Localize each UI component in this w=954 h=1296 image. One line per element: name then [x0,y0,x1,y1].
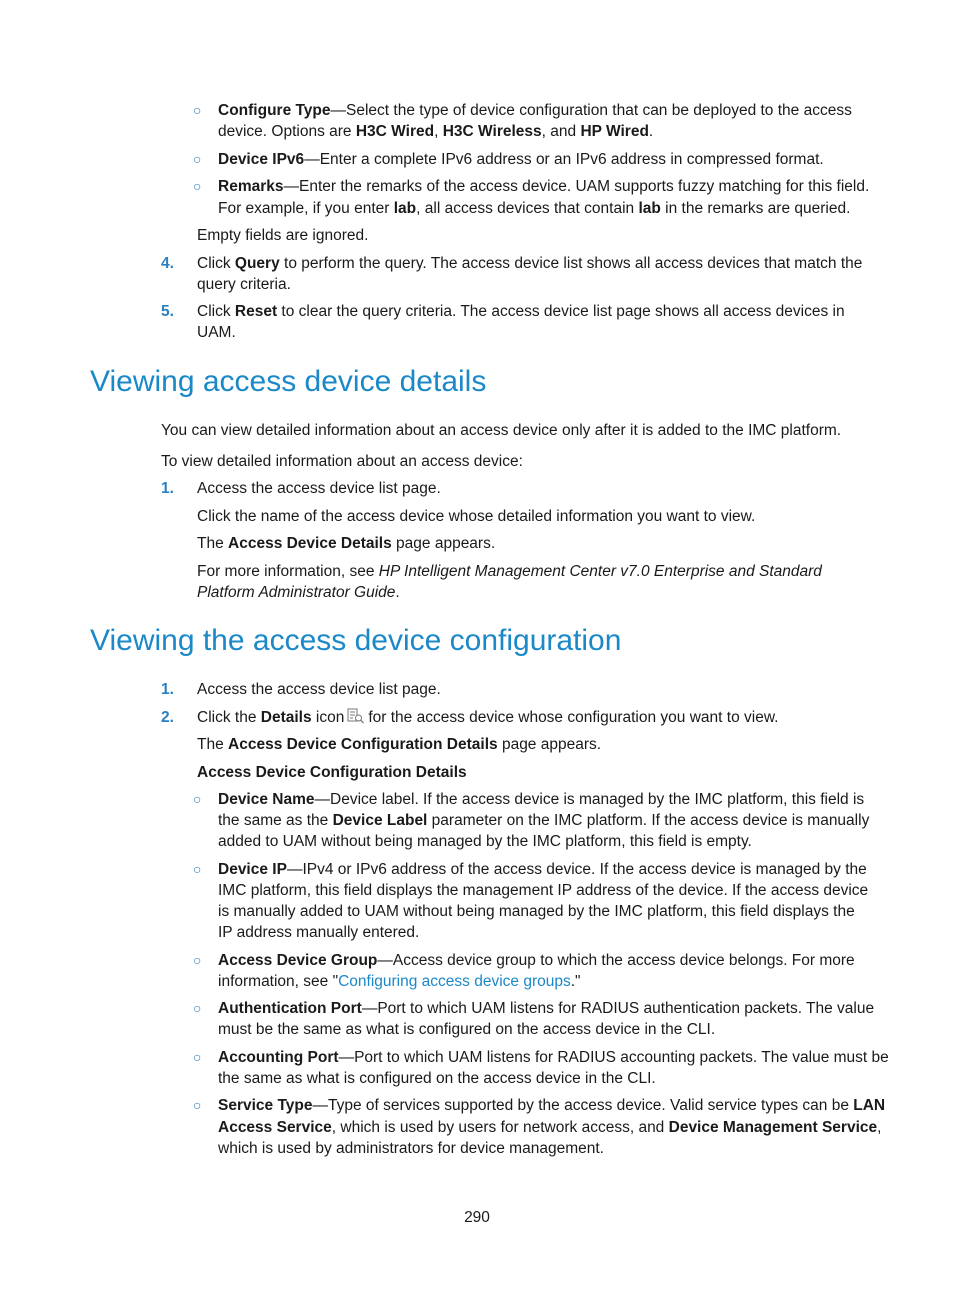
remarks-line1: Remarks—Enter the remarks of the access device. UAM supports fuzzy matching for this field. [218,178,870,195]
device-ip-line2: IMC platform, this field displays the management IP address of the device. If the access device [218,882,869,899]
auth-port-line2: must be the same as what is configured on the access device in the CLI. [218,1021,716,1038]
group-line2: information, see "Configuring access device groups." [218,973,581,990]
step-number: 1. [161,681,174,698]
service-type-line2: Access Service, which is used by users for network access, and Device Management Service, [218,1119,882,1136]
step5-line2: UAM. [197,324,236,341]
bullet-icon: ○ [193,952,202,968]
service-type-line3: which is used by administrators for device management. [218,1140,604,1157]
bullet-icon: ○ [193,151,202,167]
section1-click-text: Click the name of the access device whose detailed information you want to view. [197,508,756,525]
page-number: 290 [464,1209,490,1226]
step-number: 2. [161,709,174,726]
device-ipv6-item: Device IPv6—Enter a complete IPv6 address or an IPv6 address in compressed format. [218,151,824,168]
section1-appears: The Access Device Details page appears. [197,535,496,552]
device-name-line2: the same as the Device Label parameter on the IMC platform. If the access device is manually [218,812,870,829]
bullet-icon: ○ [193,1049,202,1065]
bullet-icon: ○ [193,102,202,118]
section2-step1: Access the access device list page. [197,681,441,698]
section1-step1: Access the access device list page. [197,480,441,497]
acct-port-line1: Accounting Port—Port to which UAM listens for RADIUS accounting packets. The value must be [218,1049,889,1066]
section1-intro: You can view detailed information about an access device only after it is added to the IMC platform. [161,422,842,439]
auth-port-line1: Authentication Port—Port to which UAM listens for RADIUS authentication packets. The value [218,1000,875,1017]
section1-more-line2: Platform Administrator Guide. [197,584,400,601]
device-ip-line1: Device IP—IPv4 or IPv6 address of the access device. If the access device is managed by the [218,861,867,878]
section2-appears: The Access Device Configuration Details page appears. [197,736,602,753]
section2-step2: Click the Details icon for the access device whose configuration you want to view. [197,709,779,726]
device-name-line1: Device Name—Device label. If the access device is managed by the IMC platform, this field is [218,791,865,808]
device-ip-line3: is manually added to UAM without being managed by the IMC platform, this field displays the [218,903,855,920]
section1-more-line1: For more information, see HP Intelligent Management Center v7.0 Enterprise and Standard [197,563,822,580]
remarks-line2: For example, if you enter lab, all access devices that contain lab in the remarks are queried. [218,200,851,217]
section1-lead: To view detailed information about an access device: [161,453,523,470]
step4-line2: query criteria. [197,276,291,293]
step-number: 1. [161,480,174,497]
section-title-details: Viewing access device details [90,365,487,398]
bullet-icon: ○ [193,861,202,877]
configure-type-line1: Configure Type—Select the type of device configuration that can be deployed to the access [218,102,852,119]
device-name-line3: added to UAM without being managed by the IMC platform, this field is empty. [218,833,752,850]
acct-port-line2: the same as what is configured on the access device in the CLI. [218,1070,656,1087]
step-number: 4. [161,255,174,272]
device-ip-line4: IP address manually entered. [218,924,420,941]
service-type-line1: Service Type—Type of services supported by the access device. Valid service types can be LAN [218,1097,886,1114]
bullet-icon: ○ [193,1097,202,1113]
bullet-icon: ○ [193,791,202,807]
configure-type-line2: device. Options are H3C Wired, H3C Wireless, and HP Wired. [218,123,654,140]
details-icon[interactable] [347,708,365,724]
step4-line1: Click Query to perform the query. The access device list shows all access devices that match the [197,255,863,272]
config-details-subhead: Access Device Configuration Details [197,764,467,781]
section-title-configuration: Viewing the access device configuration [90,624,622,657]
step5-line1: Click Reset to clear the query criteria. The access device list page shows all access devices in [197,303,845,320]
bullet-icon: ○ [193,178,202,194]
configuring-groups-link[interactable]: Configuring access device groups [338,973,571,990]
step-number: 5. [161,303,174,320]
empty-fields-note: Empty fields are ignored. [197,227,369,244]
bullet-icon: ○ [193,1000,202,1016]
group-line1: Access Device Group—Access device group to which the access device belongs. For more [218,952,855,969]
